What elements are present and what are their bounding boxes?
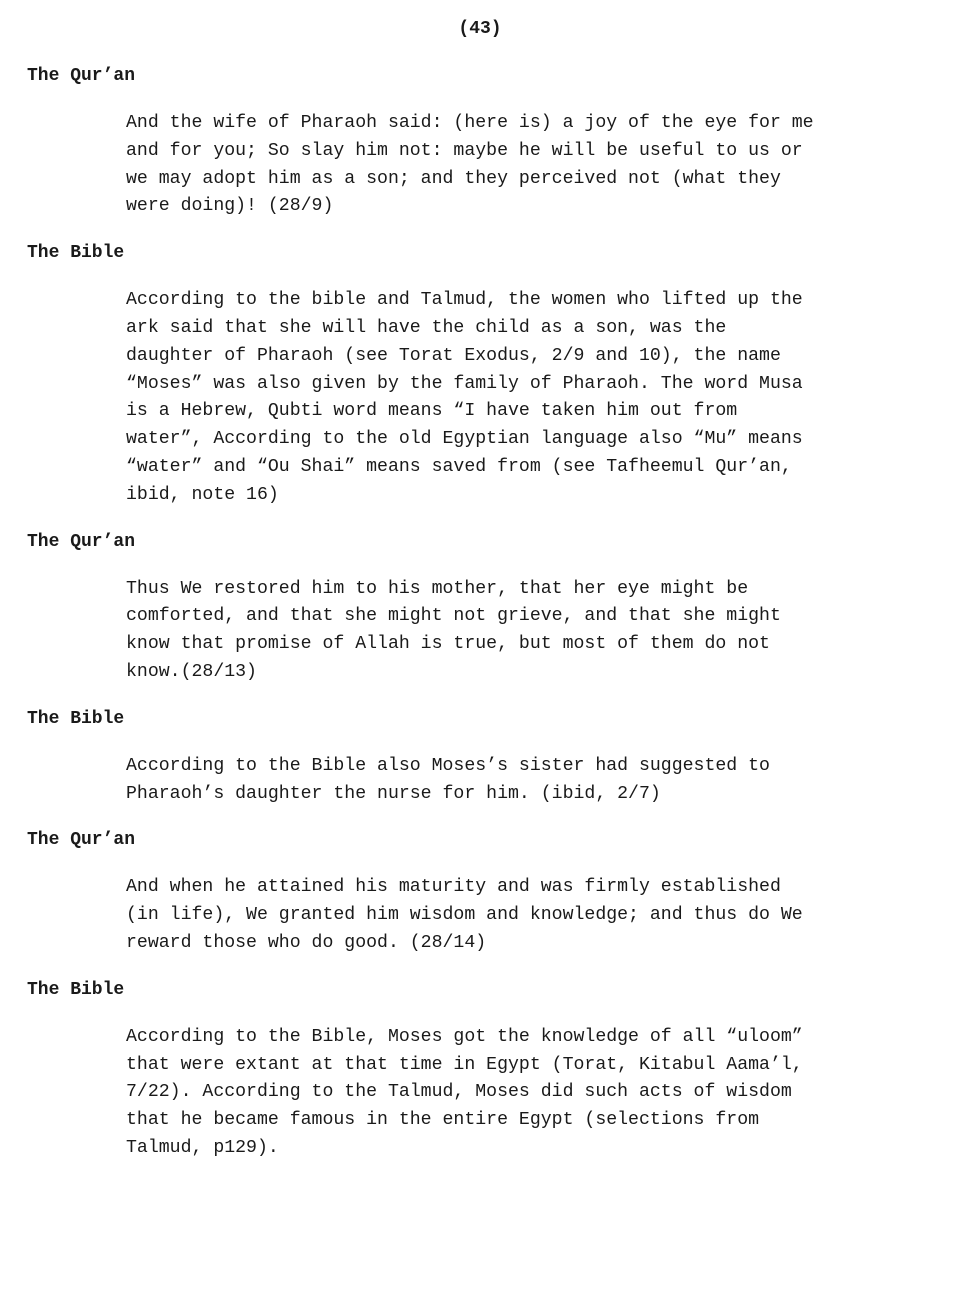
section-heading: The Bible: [27, 979, 125, 1000]
section-text: According to the Bible also Moses’s sister had suggested to Pharaoh’s daughter the nurse for him. (ibid, 2/7): [126, 755, 770, 804]
section-text: According to the Bible, Moses got the knowledge of all “uloom” that were extant at that time in Egypt (Torat, Kitabul Aama’l, 7/22). According to the Talmud, Moses did such acts of wisdom that he became famous in the entire Egypt (selections from Talmud, p129).: [126, 1026, 803, 1158]
section-heading: The Bible: [27, 708, 125, 729]
section-text: Thus We restored him to his mother, that her eye might be comforted, and that she might not grieve, and that she might know that promise of Allah is true, but most of them do not know.(28/13): [126, 578, 781, 682]
section-heading: The Qur’an: [27, 66, 136, 86]
page-number: (43): [458, 19, 502, 39]
section-heading: The Qur’an: [27, 830, 136, 851]
section-text: And the wife of Pharaoh said: (here is) a joy of the eye for me and for you; So slay him not: maybe he will be useful to us or we may adopt him as a son; and they perceived not (what they were doing)! (28/9): [126, 113, 814, 217]
document-body: [27, 64, 937, 1183]
section-heading: The Qur’an: [27, 531, 136, 552]
section-heading: The Bible: [27, 243, 125, 264]
section-text: And when he attained his maturity and was firmly established (in life), We granted him wisdom and knowledge; and thus do We reward those who do good. (28/14): [126, 877, 803, 953]
section-text: According to the bible and Talmud, the women who lifted up the ark said that she will have the child as a son, was the daughter of Pharaoh (see Torat Exodus, 2/9 and 10), the name “Moses” was also given by the family of Pharaoh. The word Musa is a Hebrew, Qubti word means “I have taken him out from water”, According to the old Egyptian language also “Mu” means “water” and “Ou Shai” means saved from (see Tafheemul Qur’an, ibid, note 16): [126, 290, 803, 505]
